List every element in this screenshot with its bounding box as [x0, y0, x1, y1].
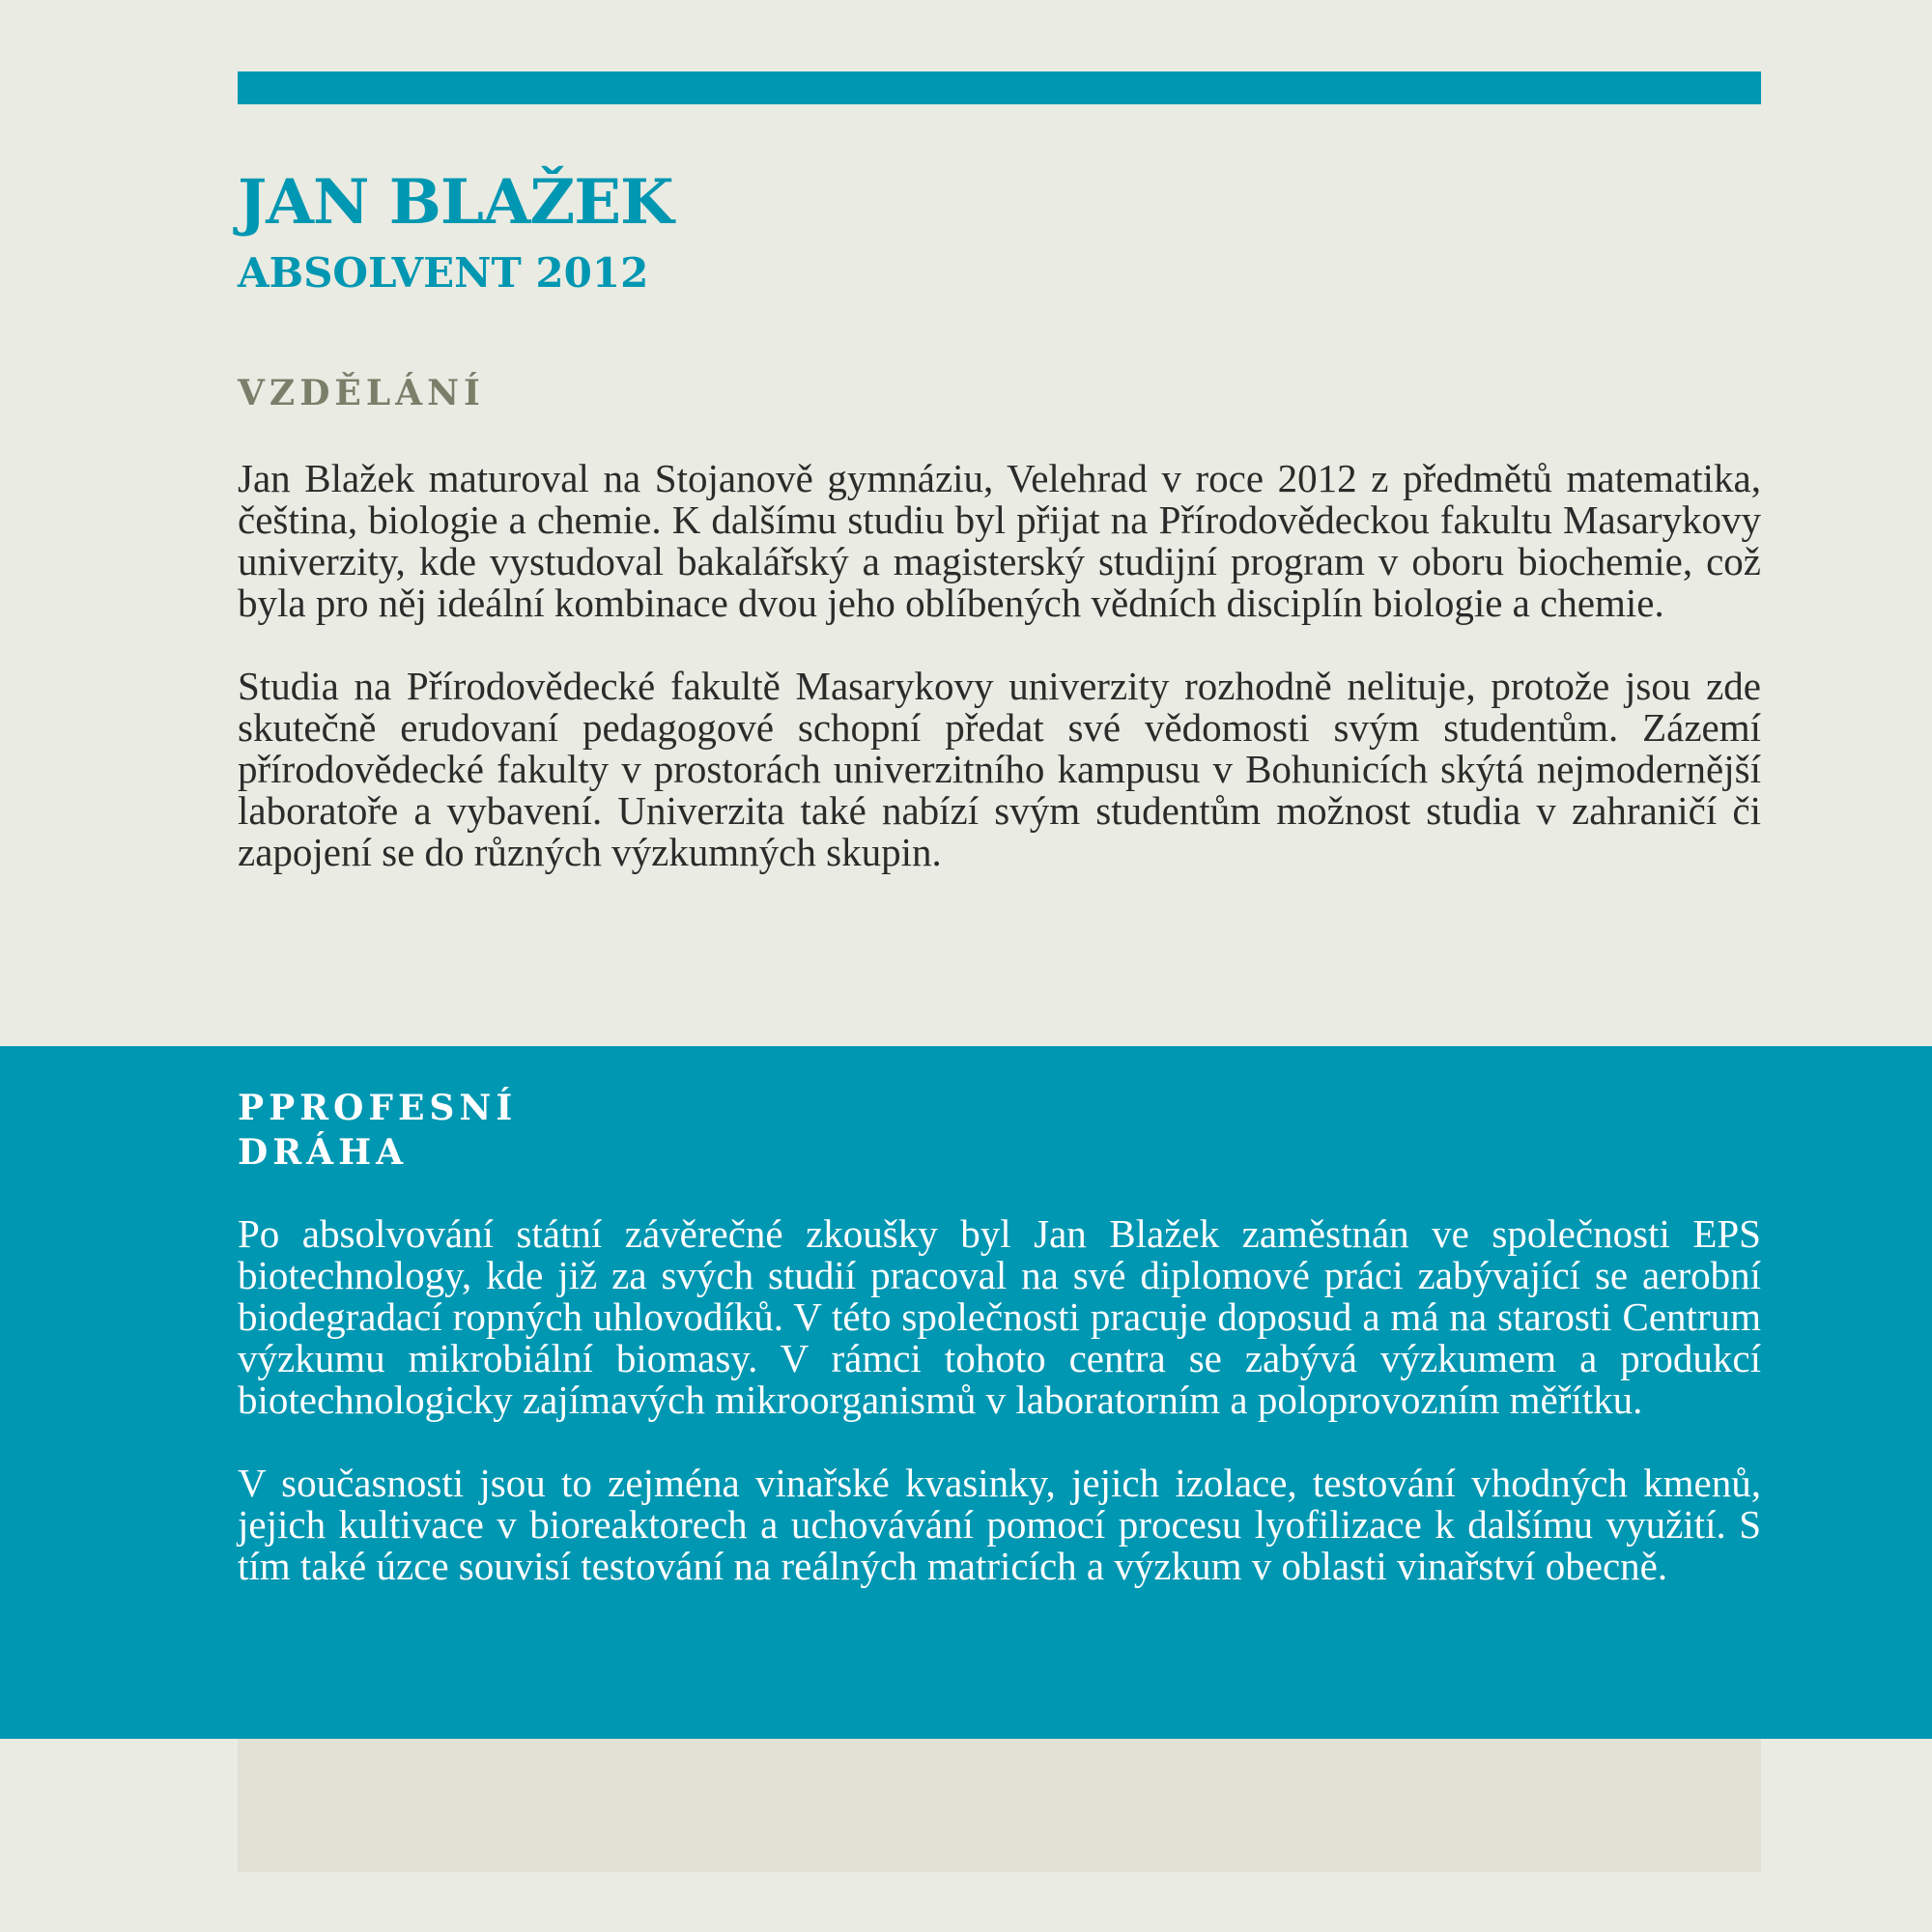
career-text	[238, 1213, 1761, 1629]
person-name: JAN BLAŽEK	[238, 166, 673, 239]
education-paragraph-1: Jan Blažek maturoval na Stojanově gymnáziu, Velehrad v roce 2012 z předmětů matematika, čeština, biologie a chemie. K dalšímu studiu byl přijat na Přírodovědeckou fakultu Masarykovy univerzity, kde vystudoval bakalářský a magisterský studijní program v oboru biochemie, což byla pro něj ideální kombinace dvou jeho oblíbených vědních disciplín biologie a chemie.	[238, 456, 1761, 625]
footer-box	[238, 1739, 1761, 1872]
career-heading: PPROFESNÍ DRÁHA	[238, 1088, 518, 1173]
education-text	[238, 458, 1761, 915]
education-heading: VZDĚLÁNÍ	[238, 373, 485, 413]
career-paragraph-2: V současnosti jsou to zejména vinařské kvasinky, jejich izolace, testování vhodných kmenů, jejich kultivace v bioreaktorech a uchovávání pomocí procesu lyofilizace k dalšímu využití. S tím také úzce souvisí testování na reálných matricích a výzkum v oblasti vinařství obecně.	[238, 1461, 1761, 1588]
graduate-year-subtitle: ABSOLVENT 2012	[238, 249, 649, 297]
career-paragraph-1: Po absolvování státní závěrečné zkoušky byl Jan Blažek zaměstnán ve společnosti EPS biotechnology, kde již za svých studií pracoval na své diplomové práci zabývající se aerobní biodegradací ropných uhlovodíků. V této společnosti pracuje doposud a má na starosti Centrum výzkumu mikrobiální biomasy. V rámci tohoto centra se zabývá výzkumem a produkcí biotechnologicky zajímavých mikroorganismů v laboratorním a poloprovozním měřítku.	[238, 1211, 1761, 1422]
top-accent-bar	[238, 71, 1761, 104]
education-paragraph-2: Studia na Přírodovědecké fakultě Masarykovy univerzity rozhodně nelituje, protože jsou zde skutečně erudovaní pedagogové schopní předat své vědomosti svým studentům. Zázemí přírodovědecké fakulty v prostorách univerzitního kampusu v Bohunicích skýtá nejmodernější laboratoře a vybavení. Univerzita také nabízí svým studentům možnost studia v zahraničí či zapojení se do různých výzkumných skupin.	[238, 664, 1761, 874]
